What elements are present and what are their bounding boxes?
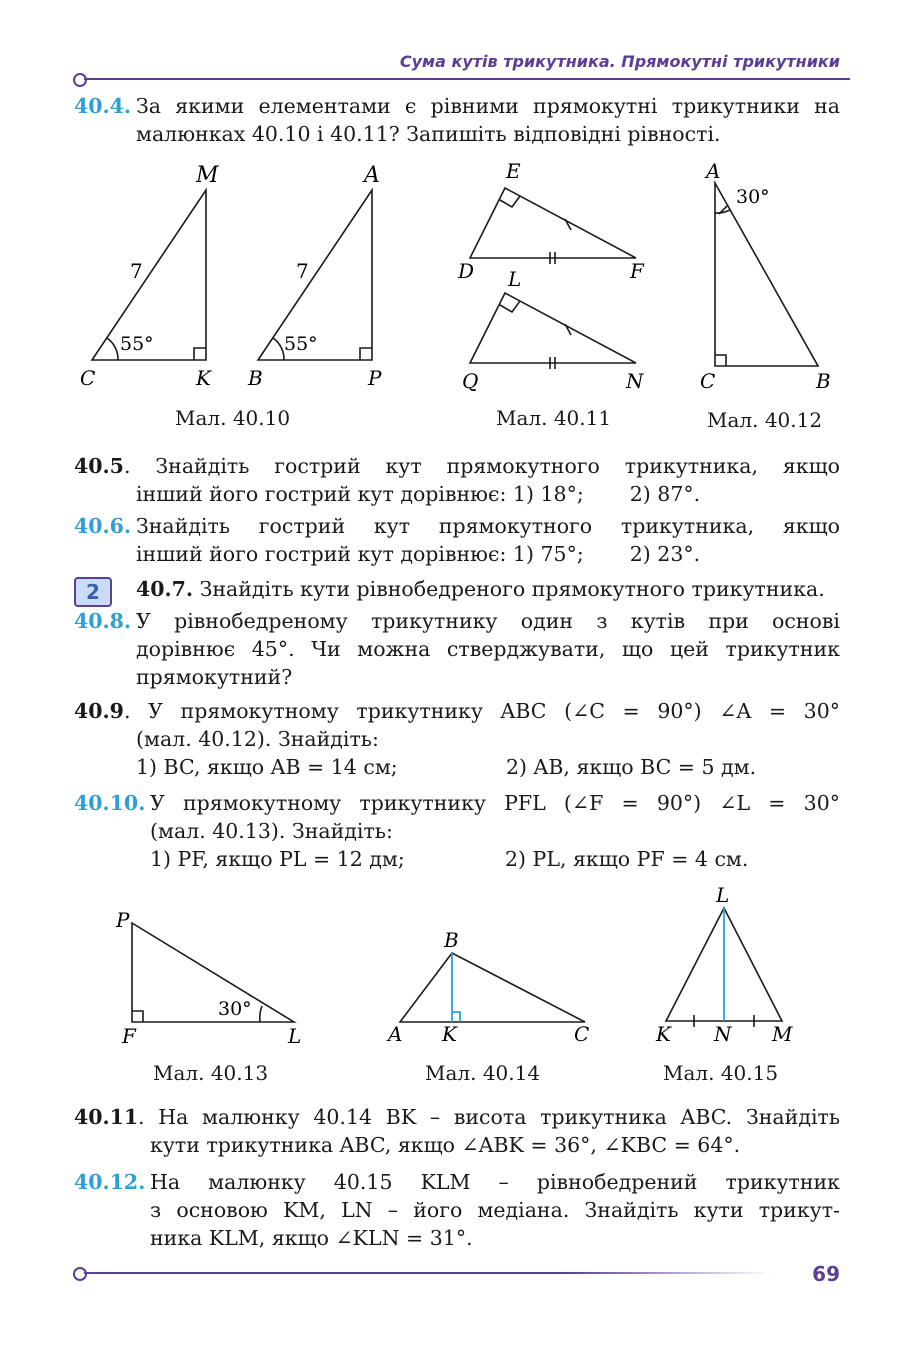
- problem-number: 40.5: [74, 454, 124, 478]
- problem-text: (мал. 40.13). Знайдіть:: [150, 819, 393, 843]
- angle-label: 30°: [218, 998, 252, 1020]
- footer-rule: [84, 1272, 774, 1274]
- problem-number: 40.10.: [74, 791, 146, 815]
- header-rule-dot: [73, 73, 87, 87]
- problem-text: 2) 23°.: [629, 542, 701, 566]
- problem-number: 40.4.: [74, 94, 132, 118]
- problem-text: малюнках 40.10 і 40.11? Запишіть відповідні рівності.: [136, 122, 721, 146]
- problem-text: 2) 87°.: [629, 482, 701, 506]
- vertex-label: Q: [462, 369, 479, 393]
- vertex-label: C: [574, 1022, 590, 1046]
- running-header: Сума кутів трикутника. Прямокутні трикутники: [399, 52, 840, 71]
- vertex-label: P: [368, 366, 382, 390]
- problem-text: . Знайдіть гострий кут прямокутного трикутника, якщо: [124, 454, 840, 478]
- footer-rule-dot: [73, 1267, 87, 1281]
- vertex-label: A: [364, 163, 380, 188]
- side-label: 7: [296, 259, 309, 283]
- level-2-badge: 2: [74, 577, 112, 607]
- side-label: 7: [130, 259, 143, 283]
- problem-item: 1) BC, якщо AB = 14 см;: [136, 755, 398, 779]
- vertex-label: L: [508, 267, 522, 291]
- vertex-label: A: [706, 159, 721, 183]
- figure-40-13: [110, 905, 320, 1055]
- problem-40-12: [74, 1168, 840, 1252]
- problem-item: 2) PL, якщо PF = 4 см.: [505, 847, 749, 871]
- triangle-LQN: [470, 293, 636, 369]
- figure-40-11: [450, 158, 660, 398]
- triangle-ACB: [715, 183, 818, 366]
- vertex-label: N: [714, 1022, 732, 1046]
- problem-text: прямокутний?: [136, 665, 293, 689]
- figure-caption: Мал. 40.10: [175, 406, 291, 430]
- vertex-label: A: [388, 1022, 403, 1046]
- problem-text: кути трикутника ABC, якщо ∠ABK = 36°, ∠KBC = 64°.: [150, 1133, 741, 1157]
- problem-text: У рівнобедреному трикутнику один з кутів при основі: [136, 609, 840, 633]
- problem-item: 1) PF, якщо PL = 12 дм;: [150, 847, 405, 871]
- problem-text: . На малюнку 40.14 BK – висота трикутника ABC. Знайдіть: [138, 1105, 840, 1129]
- figure-caption: Мал. 40.12: [707, 408, 823, 432]
- vertex-label: B: [816, 369, 831, 393]
- figure-40-12: [690, 158, 850, 398]
- vertex-label: K: [196, 366, 211, 390]
- problem-text: (мал. 40.12). Знайдіть:: [136, 727, 379, 751]
- problem-40-10: [74, 789, 840, 873]
- figure-caption: Мал. 40.11: [496, 406, 612, 430]
- problem-number: 40.6.: [74, 514, 132, 538]
- vertex-label: F: [630, 259, 644, 283]
- vertex-label: C: [700, 369, 716, 393]
- problem-number: 40.12.: [74, 1170, 146, 1194]
- vertex-label: F: [122, 1024, 136, 1048]
- vertex-label: B: [444, 928, 459, 952]
- problem-40-4: [74, 92, 840, 148]
- figure-40-10: [70, 160, 400, 400]
- problem-number: 40.11: [74, 1105, 139, 1129]
- problem-text: Знайдіть кути рівнобедреного прямокутного трикутника.: [199, 577, 825, 601]
- problem-number: 40.9: [74, 699, 124, 723]
- angle-label: 55°: [284, 333, 318, 355]
- problem-text: За якими елементами є рівними прямокутні трикутники на: [136, 94, 840, 118]
- problem-number: 40.8.: [74, 609, 132, 633]
- problem-40-9: [74, 697, 840, 781]
- angle-label: 30°: [736, 186, 770, 208]
- vertex-label: K: [656, 1022, 671, 1046]
- problem-40-5: [74, 452, 840, 508]
- triangle-EDF: [470, 188, 636, 264]
- problem-text: ника KLM, якщо ∠KLN = 31°.: [150, 1226, 473, 1250]
- problem-text: У прямокутному трикутнику PFL (∠F = 90°) ∠L = 30°: [150, 791, 840, 815]
- problem-40-7: [74, 575, 840, 603]
- altitude-BK: [452, 953, 460, 1022]
- problem-40-8: [74, 607, 840, 691]
- header-rule: [84, 78, 850, 80]
- problem-text: інший його гострий кут дорівнює: 1) 18°;: [136, 482, 584, 506]
- vertex-label: L: [288, 1024, 302, 1048]
- problem-40-11: [74, 1103, 840, 1159]
- figure-40-14: [380, 925, 600, 1055]
- vertex-label: C: [80, 366, 96, 390]
- figure-caption: Мал. 40.15: [663, 1061, 779, 1085]
- figure-40-15: [650, 880, 810, 1055]
- problem-40-6: [74, 512, 840, 568]
- problem-text: дорівнює 45°. Чи можна стверджувати, що цей трикутник: [136, 637, 840, 661]
- figure-caption: Мал. 40.13: [153, 1061, 269, 1085]
- problem-text: інший його гострий кут дорівнює: 1) 75°;: [136, 542, 584, 566]
- angle-label: 55°: [120, 333, 154, 355]
- problem-item: 2) AB, якщо BC = 5 дм.: [506, 755, 757, 779]
- vertex-label: P: [116, 908, 130, 932]
- problem-text: На малюнку 40.15 KLM – рівнобедрений трикутник: [150, 1170, 840, 1194]
- vertex-label: M: [196, 163, 219, 188]
- triangle-PFL: [132, 923, 294, 1022]
- vertex-label: N: [626, 369, 644, 393]
- vertex-label: B: [248, 366, 263, 390]
- vertex-label: E: [506, 159, 521, 183]
- triangle-ABC: [400, 953, 585, 1022]
- problem-text: . У прямокутному трикутнику ABC (∠C = 90°) ∠A = 30°: [124, 699, 840, 723]
- vertex-label: M: [772, 1022, 793, 1046]
- figure-caption: Мал. 40.14: [425, 1061, 541, 1085]
- problem-number: 40.7.: [136, 577, 194, 601]
- vertex-label: K: [442, 1022, 457, 1046]
- vertex-label: L: [716, 883, 730, 907]
- vertex-label: D: [458, 259, 475, 283]
- problem-text: з основою KM, LN – його медіана. Знайдіть кути трикут-: [150, 1198, 840, 1222]
- page-number: 69: [812, 1262, 840, 1286]
- problem-text: Знайдіть гострий кут прямокутного трикутника, якщо: [136, 514, 840, 538]
